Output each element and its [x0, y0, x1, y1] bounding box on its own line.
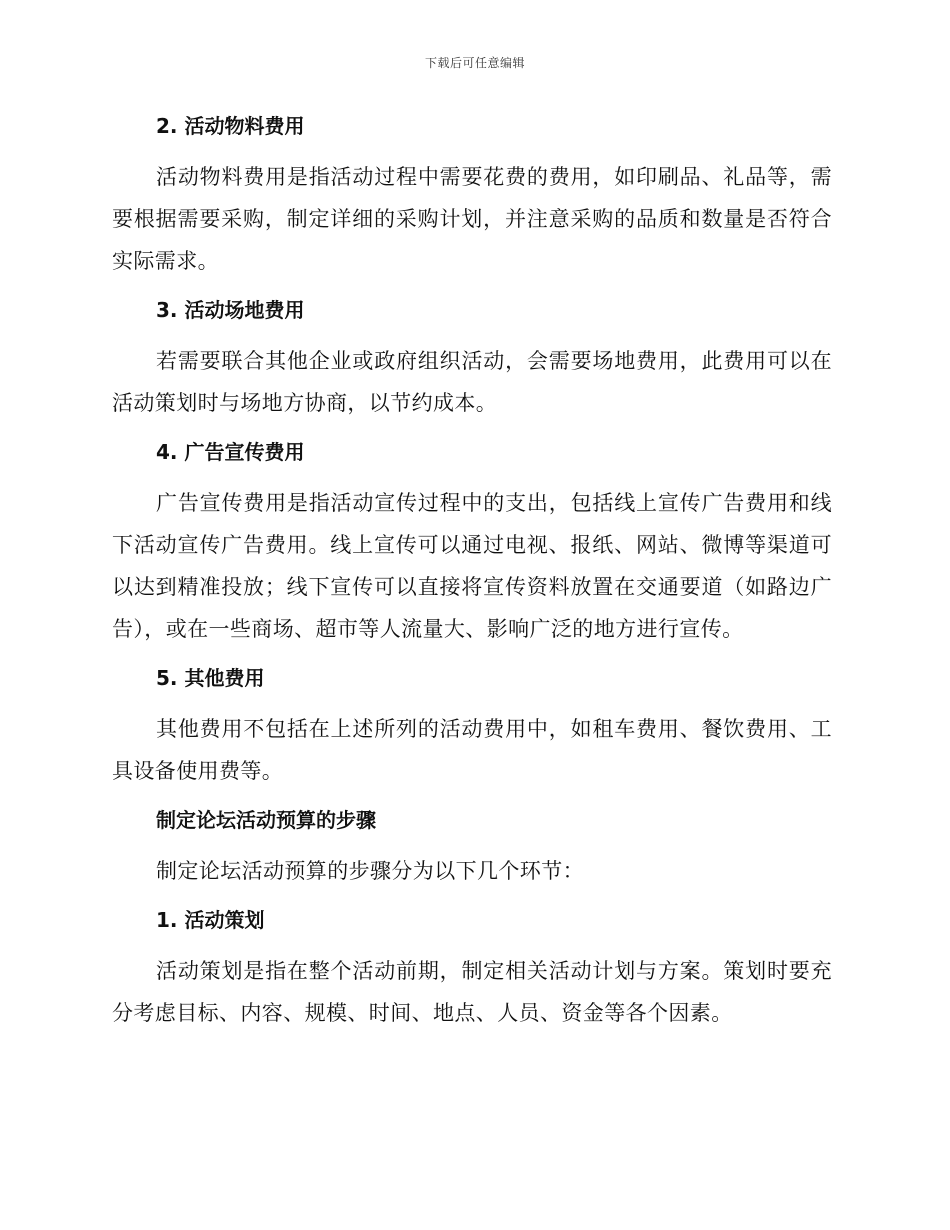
section-heading-venue: 3. 活动场地费用	[156, 298, 305, 322]
section-heading-advertising: 4. 广告宣传费用	[156, 440, 305, 464]
section-heading-activity-materials: 2. 活动物料费用	[156, 114, 305, 138]
section-heading-other-costs: 5. 其他费用	[156, 666, 265, 690]
section-heading-budget-steps: 制定论坛活动预算的步骤	[156, 808, 376, 832]
section-heading-planning: 1. 活动策划	[156, 908, 265, 932]
document-body	[112, 110, 832, 1046]
section-paragraph-other-costs: 其他费用不包括在上述所列的活动费用中，如租车费用、餐饮费用、工具设备使用费等。	[112, 717, 832, 783]
page-header: 下载后可任意编辑	[424, 56, 525, 70]
section-paragraph-activity-materials: 活动物料费用是指活动过程中需要花费的费用，如印刷品、礼品等，需要根据需要采购，制定详细的采购计划，并注意采购的品质和数量是否符合实际需求。	[112, 165, 832, 273]
section-paragraph-budget-steps: 制定论坛活动预算的步骤分为以下几个环节：	[156, 859, 584, 883]
section-paragraph-planning: 活动策划是指在整个活动前期，制定相关活动计划与方案。策划时要充分考虑目标、内容、规模、时间、地点、人员、资金等各个因素。	[112, 959, 832, 1025]
section-paragraph-advertising: 广告宣传费用是指活动宣传过程中的支出，包括线上宣传广告费用和线下活动宣传广告费用。线上宣传可以通过电视、报纸、网站、微博等渠道可以达到精准投放；线下宣传可以直接将宣传资料放置在交通要道（如路边广告），或在一些商场、超市等人流量大、影响广泛的地方进行宣传。	[112, 491, 832, 641]
section-paragraph-venue: 若需要联合其他企业或政府组织活动，会需要场地费用，此费用可以在活动策划时与场地方协商，以节约成本。	[112, 349, 832, 415]
